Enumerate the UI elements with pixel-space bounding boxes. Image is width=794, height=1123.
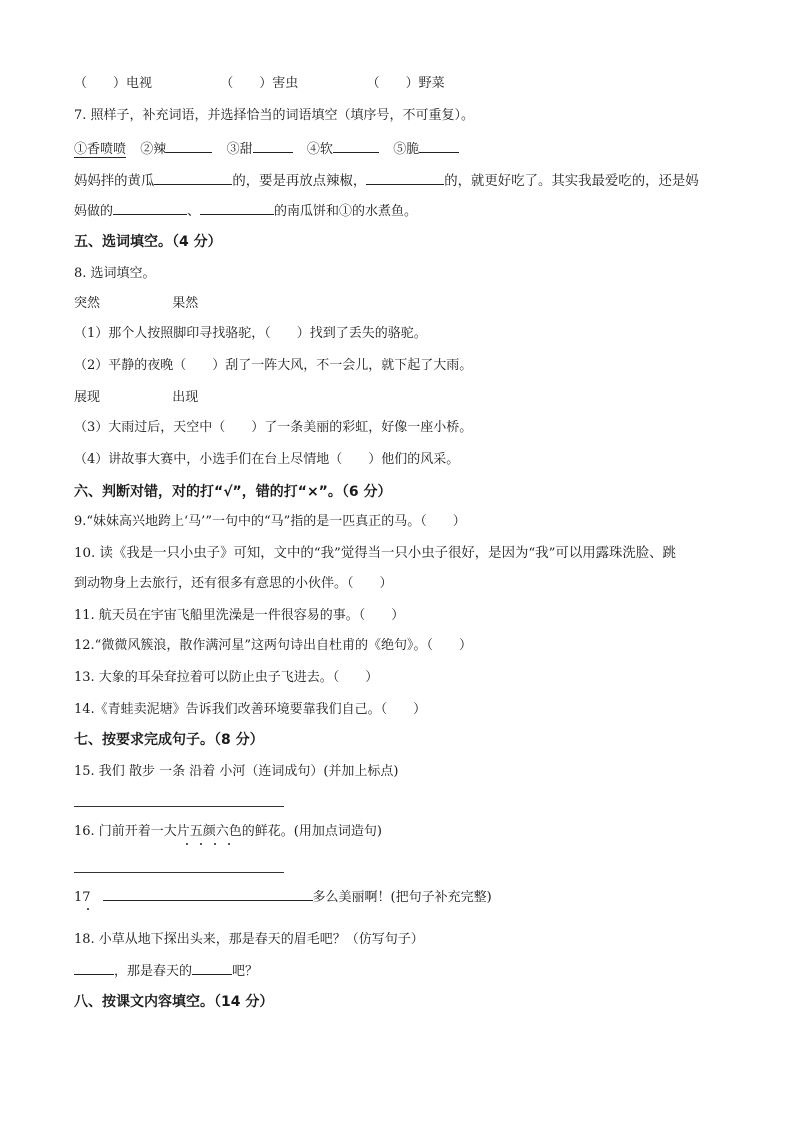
q16-answer-line [74, 872, 284, 873]
q18-blank-1 [74, 960, 114, 975]
q18-text-a: ，那是春天的 [114, 964, 193, 979]
q18-template [74, 960, 258, 982]
q7-text-2c: 的南瓜饼和①的水煮鱼。 [274, 204, 418, 219]
q8-sentence-1: （1）那个人按照脚印寻找骆驼，（ ）找到了丢失的骆驼。 [74, 326, 427, 341]
q7-text-1a: 妈妈拌的黄瓜 [74, 174, 155, 189]
q18-text-b: 吧？ [232, 964, 259, 979]
q8-sentence-4: （4）讲故事大赛中，小选手们在台上尽情地（ ）他们的风采。 [74, 452, 460, 467]
q7-item-4: ④软 [306, 142, 333, 157]
q17 [74, 886, 492, 908]
q7-blank-a [154, 170, 232, 185]
q7-line-1 [74, 170, 699, 192]
emphasis-dot [228, 843, 230, 845]
q17-blank [103, 886, 313, 901]
word-appear: 出现 [172, 390, 199, 405]
emphasis-dot [186, 843, 188, 845]
emphasis-dot [214, 843, 216, 845]
q7-text-2b: 、 [187, 204, 201, 219]
q7-text-1b: 的，要是再放点辣椒， [232, 174, 367, 189]
q17-number: 17 [74, 890, 91, 905]
q17-tail: 多么美丽啊！(把句子补充完整) [312, 890, 492, 905]
q8-prompt: 8. 选词填空。 [74, 266, 156, 281]
number-dot [87, 908, 89, 910]
emphasis-dot [200, 843, 202, 845]
blank-tv: （ ）电视 [74, 76, 153, 91]
q7-item-1: ①香喷喷 [74, 142, 127, 157]
word-choices-1 [74, 294, 198, 314]
q15-answer-line [74, 806, 284, 807]
q7-text-2a: 妈做的 [74, 204, 114, 219]
q7-blank-5 [419, 138, 459, 153]
q7-item-3: ③甜 [226, 142, 253, 157]
q7-text-1c: 的，就更好吃了。其实我最爱吃的，还是妈 [444, 174, 699, 189]
q12: 12.“微微风簇浪，散作满河星”这两句诗出自杜甫的《绝句》。（ ） [74, 638, 472, 653]
q7-blank-c [113, 200, 187, 215]
q10-line-2: 到动物身上去旅行，还有很多有意思的小伙伴。（ ） [74, 576, 393, 591]
q7-blank-d [200, 200, 274, 215]
blank-wild-veg: （ ）野菜 [366, 76, 445, 91]
word-choices-2 [74, 388, 198, 408]
q7-blank-b [366, 170, 444, 185]
q18-blank-2 [192, 960, 232, 975]
word-display: 展现 [74, 390, 101, 405]
q16: 16. 门前开着一大片五颜六色的鲜花。(用加点词造句) [74, 824, 382, 839]
q7-line-2 [74, 200, 417, 222]
q8-sentence-2: （2）平静的夜晚（ ）刮了一阵大风，不一会儿，就下起了大雨。 [74, 358, 473, 373]
top-row [74, 74, 445, 94]
q11: 11. 航天员在宇宙飞船里洗澡是一件很容易的事。（ ） [74, 608, 405, 623]
q7-blank-3 [253, 138, 293, 153]
q18: 18. 小草从地下探出头来，那是春天的眉毛吧？（仿写句子） [74, 932, 424, 947]
q9: 9.“妹妹高兴地跨上‘马’”一句中的“马”指的是一匹真正的马。（ ） [74, 514, 466, 529]
q7-item-2: ②辣 [140, 142, 167, 157]
q8-sentence-3: （3）大雨过后，天空中（ ）了一条美丽的彩虹，好像一座小桥。 [74, 420, 473, 435]
q15: 15. 我们 散步 一条 沿着 小河（连词成句）(并加上标点) [74, 764, 399, 779]
word-suddenly: 突然 [74, 296, 101, 311]
q7-item-5: ⑤脆 [393, 142, 420, 157]
q13: 13. 大象的耳朵耷拉着可以防止虫子飞进去。（ ） [74, 670, 379, 685]
q7-prompt: 7. 照样子，补充词语，并选择恰当的词语填空（填序号，不可重复）。 [74, 108, 475, 123]
section7-title: 七、按要求完成句子。（8 分） [74, 732, 264, 748]
word-as-expected: 果然 [172, 296, 199, 311]
q10-line-1: 10. 读《我是一只小虫子》可知，文中的“我”觉得当一只小虫子很好，是因为“我”可以用露珠洗脸、跳 [74, 546, 676, 561]
section8-title: 八、按课文内容填空。（14 分） [74, 994, 274, 1010]
blank-pest: （ ）害虫 [220, 76, 299, 91]
q14: 14.《青蛙卖泥塘》告诉我们改善环境要靠我们自己。（ ） [74, 702, 427, 717]
q7-blank-2 [166, 138, 212, 153]
section6-title: 六、判断对错，对的打“√”，错的打“×”。（6 分） [74, 484, 392, 500]
section5-title: 五、选词填空。（4 分） [74, 234, 222, 250]
q7-blank-4 [333, 138, 379, 153]
q7-items [74, 138, 459, 160]
